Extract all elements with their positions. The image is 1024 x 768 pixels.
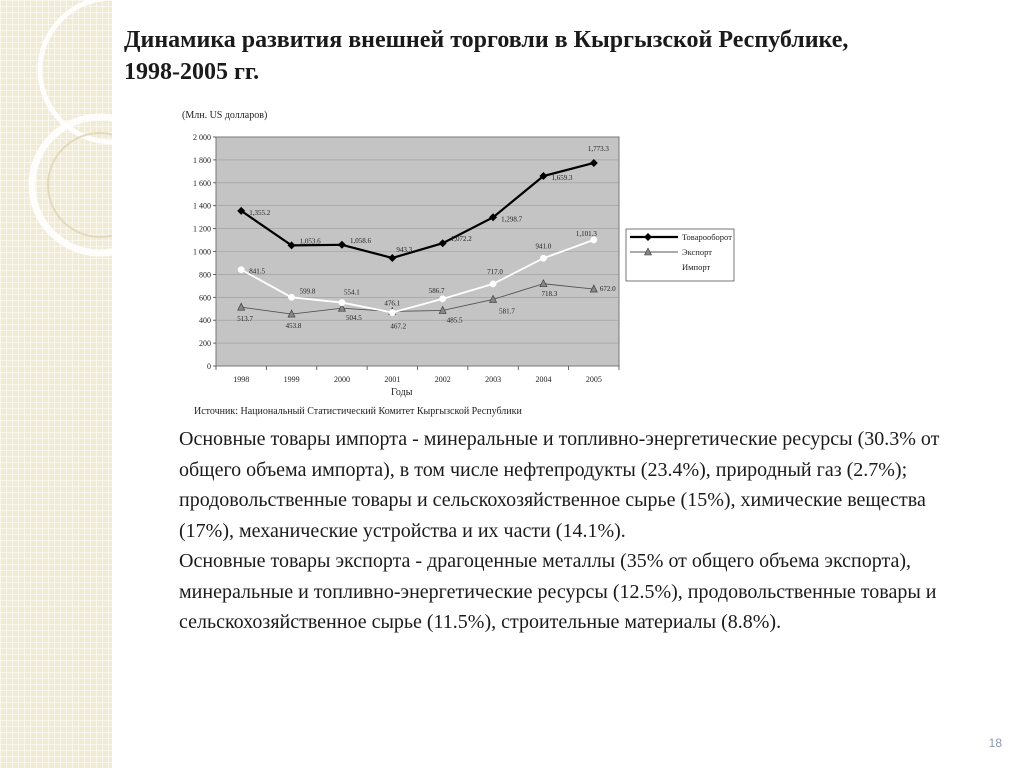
page-number: 18 <box>988 736 1002 750</box>
data-label: 599.8 <box>299 287 316 296</box>
data-label: 554.1 <box>343 288 360 297</box>
marker-circle <box>238 266 244 272</box>
x-tick-label: 1998 <box>233 375 250 384</box>
data-label: 718.3 <box>541 289 558 298</box>
marker-circle <box>490 281 496 287</box>
x-tick-label: 2001 <box>384 375 401 384</box>
y-tick-label: 1 000 <box>193 247 211 257</box>
marker-circle <box>540 255 546 261</box>
y-tick-label: 1 600 <box>193 178 211 188</box>
data-label: 581.7 <box>499 307 515 316</box>
marker-circle <box>339 299 345 305</box>
data-label: 943.3 <box>396 245 413 254</box>
data-label: 1,101.3 <box>575 229 597 238</box>
data-label: 1,298.7 <box>501 215 523 224</box>
x-tick-label: 2002 <box>434 375 451 384</box>
decorative-side-panel <box>0 0 112 768</box>
data-label: 1,058.6 <box>349 236 371 245</box>
marker-circle <box>439 296 445 302</box>
trade-chart-svg <box>170 100 750 420</box>
legend-label: Товарооборот <box>682 232 732 242</box>
data-label: 672.0 <box>599 285 616 294</box>
marker-circle <box>389 309 395 315</box>
x-tick-label: 1999 <box>283 375 300 384</box>
source-note: Источник: Национальный Статистический Комитет Кыргызской Республики <box>194 406 522 417</box>
x-tick-label: 2004 <box>535 375 552 384</box>
data-label: 504.5 <box>345 314 362 323</box>
y-tick-label: 0 <box>207 362 211 371</box>
data-label: 941.0 <box>535 242 552 251</box>
data-label: 476.1 <box>384 299 401 308</box>
y-tick-label: 200 <box>199 339 211 349</box>
data-label: 453.8 <box>285 322 302 331</box>
import-paragraph: Основные товары импорта - минеральные и топливно-энергетические ресурсы (30.3% от общего объема импорта), в том числе нефтепродукты (23.4%), природный газ (2.7%); продовольственные товары и сельскохозяйственное сырье (15%), химические вещества (17%), механические устройства и их части (14.1%). <box>179 428 940 542</box>
slide-title <box>124 24 1004 88</box>
marker-circle <box>645 264 651 270</box>
y-tick-label: 1 400 <box>193 201 211 211</box>
x-axis-title: Годы <box>391 387 413 398</box>
data-label: 1,053.6 <box>299 237 321 246</box>
x-tick-label: 2005 <box>585 375 602 384</box>
decorative-rings-icon <box>0 0 112 768</box>
data-label: 841.5 <box>249 267 265 276</box>
y-axis <box>193 133 216 371</box>
data-label: 513.7 <box>237 315 253 324</box>
legend-label: Импорт <box>682 262 711 272</box>
slide-title-line-1: Динамика развития внешней торговли в Кыргызской Республике, <box>124 27 849 53</box>
x-axis <box>216 366 619 384</box>
y-tick-label: 1 200 <box>193 224 211 234</box>
body-text <box>179 424 959 638</box>
y-tick-label: 600 <box>199 293 211 303</box>
trade-chart <box>170 100 750 420</box>
x-tick-label: 2003 <box>485 375 502 384</box>
unit-label: (Млн. US долларов) <box>182 110 268 121</box>
marker-circle <box>288 294 294 300</box>
data-label: 485.5 <box>446 316 463 325</box>
y-tick-label: 400 <box>199 316 211 326</box>
data-label: 1,659.3 <box>551 174 573 183</box>
data-label: 1,072.2 <box>450 235 472 244</box>
slide-title-line-2: 1998-2005 гг. <box>124 59 260 85</box>
export-paragraph: Основные товары экспорта - драгоценные металлы (35% от общего объема экспорта), минеральные и топливно-энергетические ресурсы (12.5%), продовольственные товары и сельскохозяйственное сырье (11.5%), строительные материалы (8.8%). <box>179 550 937 633</box>
legend-label: Экспорт <box>682 247 712 257</box>
data-label: 1,355.2 <box>249 208 271 217</box>
y-tick-label: 800 <box>199 270 211 280</box>
data-label: 467.2 <box>390 322 407 331</box>
y-tick-label: 2 000 <box>193 133 211 142</box>
x-tick-label: 2000 <box>333 375 350 384</box>
legend <box>626 229 734 281</box>
data-label: 586.7 <box>428 286 445 295</box>
data-label: 717.0 <box>487 267 503 276</box>
data-label: 1,773.3 <box>587 144 609 153</box>
y-tick-label: 1 800 <box>193 155 211 165</box>
